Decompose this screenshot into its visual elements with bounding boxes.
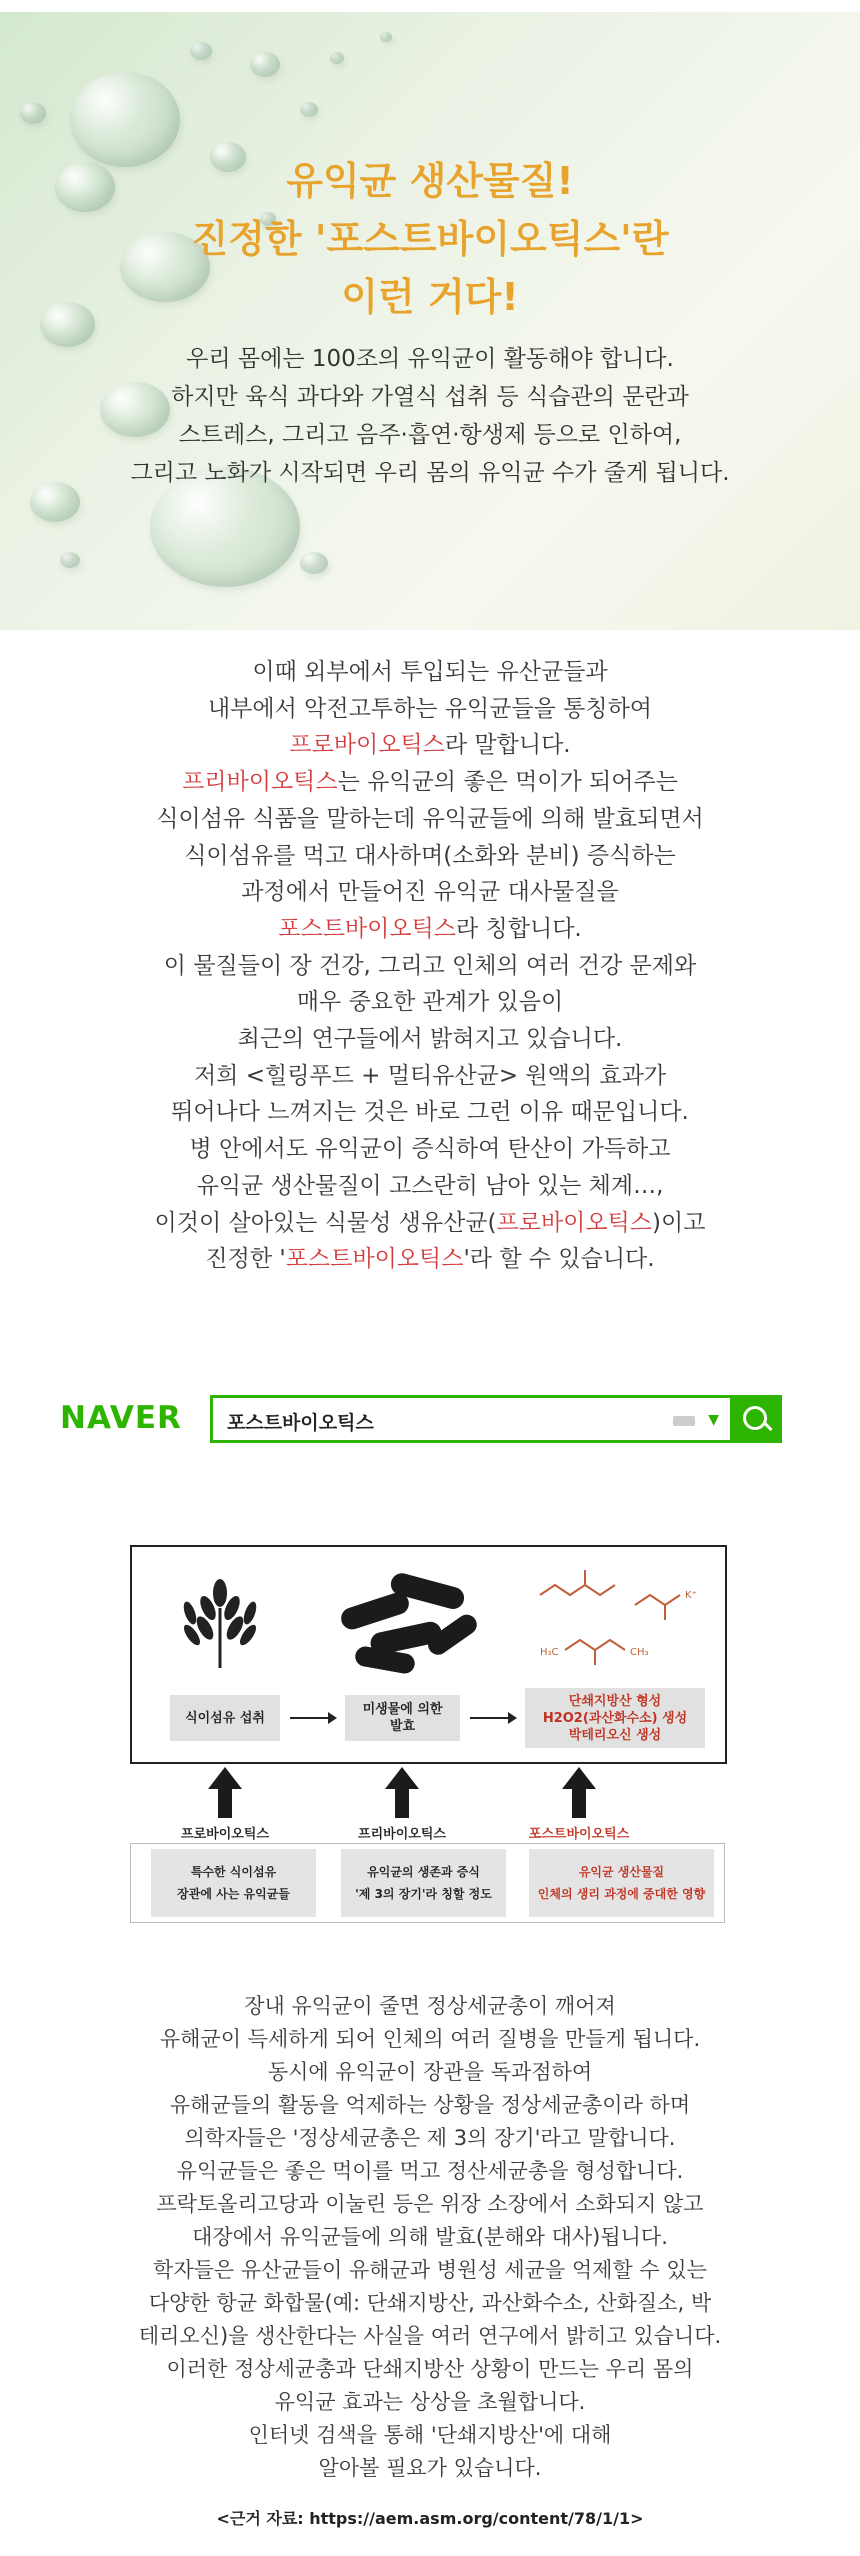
desc-box-1 [151, 1849, 316, 1917]
text-line: 장내 유익균이 줄면 정상세균총이 깨어져 [244, 1994, 616, 2018]
desc-text: '제 3의 장기'라 칭할 정도 [355, 1887, 492, 1901]
hero-title [0, 152, 860, 326]
water-drop [190, 42, 212, 60]
highlight-term: 프리바이오틱스 [182, 769, 338, 796]
postbiotics-diagram [130, 1545, 725, 1925]
wheat-icon [170, 1573, 270, 1673]
hero-description [0, 340, 860, 492]
hero-title-line: 유익균 생산물질! [286, 159, 574, 203]
description-frame [130, 1843, 725, 1923]
text-line: 동시에 유익균이 장관을 독과점하여 [267, 2060, 593, 2084]
text-span: )이고 [652, 1209, 706, 1236]
text-line: 병 안에서도 유익균이 증식하여 탄산이 가득하고 [189, 1136, 671, 1163]
arrow-right [470, 1717, 515, 1719]
step-products [525, 1688, 705, 1748]
label-prebiotics: 프리바이오틱스 [358, 1827, 446, 1842]
text-line: 프락토올리고당과 이눌린 등은 위장 소장에서 소화되지 않고 [156, 2192, 704, 2216]
step-text: 단쇄지방산 형성 [568, 1693, 662, 1709]
text-line: 유해균이 득세하게 되어 인체의 여러 질병을 만들게 됩니다. [159, 2027, 701, 2051]
text-span: '라 할 수 있습니다. [463, 1246, 655, 1273]
source-reference[interactable]: <근거 자료: https://aem.asm.org/content/78/1/1> [216, 2509, 644, 2528]
search-icon [743, 1406, 767, 1430]
bacteria-icon [330, 1565, 480, 1675]
hero-title-line: 이런 거다! [341, 275, 519, 319]
chem-label: K⁺ [685, 1590, 697, 1601]
desc-text: 장관에 사는 유익균들 [177, 1887, 290, 1901]
text-line [0, 911, 860, 948]
up-arrow-icon [562, 1767, 596, 1789]
water-drop [380, 32, 392, 42]
text-line [0, 1241, 860, 1278]
highlight-term: 포스트바이오틱스 [285, 1246, 464, 1273]
text-line: 대장에서 유익균들에 의해 발효(분해와 대사)됩니다. [192, 2225, 668, 2249]
text-span: 진정한 ' [205, 1246, 286, 1273]
search-button[interactable] [730, 1395, 782, 1443]
hero-text-line: 하지만 육식 과다와 가열식 섭취 등 식습관의 문란과 [171, 384, 689, 410]
text-span: 이것이 살아있는 식물성 생유산균( [154, 1209, 497, 1236]
step-text: H2O2(과산화수소) 생성 [542, 1710, 688, 1726]
text-line: 이때 외부에서 투입되는 유산균들과 [252, 659, 608, 685]
text-line: 유익균 효과는 상상을 초월합니다. [274, 2390, 586, 2414]
desc-title: 유익균 생산물질 [578, 1865, 665, 1879]
text-line [0, 1205, 860, 1242]
text-line: 이러한 정상세균총과 단쇄지방산 상황이 만드는 우리 몸의 [166, 2357, 694, 2381]
desc-box-3 [529, 1849, 714, 1917]
explanation-paragraph [0, 1990, 860, 2485]
step-fermentation [345, 1695, 460, 1741]
hero-text-line: 그리고 노화가 시작되면 우리 몸의 유익균 수가 줄게 됩니다. [130, 460, 730, 486]
text-span: 라 칭합니다. [456, 915, 582, 942]
text-line: 알아볼 필요가 있습니다. [318, 2456, 542, 2480]
text-line: 유해균들의 활동을 억제하는 상황을 정상세균총이라 하며 [169, 2093, 691, 2117]
text-line: 저희 <힐링푸드 + 멀티유산균> 원액의 효과가 [193, 1062, 667, 1089]
step-text: 발효 [389, 1719, 416, 1734]
keyboard-icon[interactable] [673, 1416, 695, 1426]
search-box[interactable] [210, 1395, 782, 1443]
step-text: 미생물에 의한 [362, 1702, 443, 1717]
text-line: 인터넷 검색을 통해 '단쇄지방산'에 대해 [248, 2423, 612, 2447]
hero-text-line: 스트레스, 그리고 음주·흡연·항생제 등으로 인하여, [178, 422, 682, 448]
text-line: 식이섬유 식품을 말하는데 유익균들에 의해 발효되면서 [156, 805, 704, 832]
hero-text-line: 우리 몸에는 100조의 유익균이 활동해야 합니다. [186, 346, 674, 372]
water-drop [60, 552, 80, 568]
search-input[interactable]: 포스트바이오틱스 [227, 1412, 374, 1434]
text-line [0, 764, 860, 801]
label-probiotics: 프로바이오틱스 [181, 1827, 269, 1842]
text-line: 의학자들은 '정상세균총은 제 3의 장기'라고 말합니다. [184, 2126, 676, 2150]
search-icon-handle [763, 1422, 772, 1431]
naver-logo[interactable]: NAVER [60, 1400, 182, 1436]
arrow-right [290, 1717, 335, 1719]
dropdown-arrow-icon[interactable]: ▼ [708, 1412, 719, 1428]
text-line: 유익균 생산물질이 고스란히 남아 있는 체계…, [196, 1172, 664, 1199]
text-line: 뛰어나다 느껴지는 것은 바로 그런 이유 때문입니다. [171, 1099, 689, 1126]
up-arrow-stem [572, 1788, 586, 1818]
label-postbiotics: 포스트바이오틱스 [528, 1827, 630, 1842]
text-line: 내부에서 악전고투하는 유익균들을 통칭하여 [207, 695, 653, 722]
text-line: 다양한 항균 화합물(예: 단쇄지방산, 과산화수소, 산화질소, 박 [148, 2291, 712, 2315]
text-line: 최근의 연구들에서 밝혀지고 있습니다. [237, 1026, 623, 1053]
text-line: 식이섬유를 먹고 대사하며(소화와 분비) 증식하는 [184, 842, 676, 869]
chemical-structure-icon [535, 1560, 715, 1680]
desc-title: 유익균의 생존과 증식 [367, 1865, 480, 1879]
text-line: 테리오신)을 생산한다는 사실을 여러 연구에서 밝히고 있습니다. [138, 2324, 722, 2348]
desc-title: 특수한 식이섬유 [190, 1865, 277, 1879]
highlight-term: 프로바이오틱스 [289, 732, 445, 759]
highlight-term: 포스트바이오틱스 [278, 915, 457, 942]
hero-title-line: 진정한 '포스트바이오틱스'란 [191, 217, 669, 261]
water-drop [20, 102, 46, 124]
water-drop [250, 52, 280, 77]
hero-banner [0, 12, 860, 630]
chem-label: CH₃ [630, 1647, 649, 1658]
text-span: 는 유익균의 좋은 먹이가 되어주는 [337, 769, 678, 796]
step-text: 박테리오신 생성 [568, 1727, 662, 1743]
up-arrow-icon [208, 1767, 242, 1789]
up-arrow-icon [385, 1767, 419, 1789]
text-line: 과정에서 만들어진 유익균 대사물질을 [241, 879, 619, 906]
step-fiber-intake: 식이섬유 섭취 [170, 1695, 280, 1741]
desc-box-2 [341, 1849, 506, 1917]
text-line: 이 물질들이 장 건강, 그리고 인체의 여러 건강 문제와 [163, 952, 697, 979]
water-drop [300, 102, 318, 117]
text-line [0, 727, 860, 764]
text-line: 학자들은 유산균들이 유해균과 병원성 세균을 억제할 수 있는 [153, 2258, 707, 2282]
highlight-term: 프로바이오틱스 [496, 1209, 653, 1236]
text-line: 매우 중요한 관계가 있음이 [296, 989, 564, 1016]
text-line: 유익균들은 좋은 먹이를 먹고 정산세균총을 형성합니다. [176, 2159, 684, 2183]
up-arrow-stem [395, 1788, 409, 1818]
water-drop [300, 552, 328, 574]
intro-paragraph [0, 654, 860, 1278]
chem-label: H₃C [540, 1647, 559, 1658]
up-arrow-stem [218, 1788, 232, 1818]
desc-text: 인체의 생리 과정에 중대한 영향 [537, 1887, 706, 1901]
text-span: 라 말합니다. [444, 732, 571, 759]
water-drop [330, 52, 344, 64]
